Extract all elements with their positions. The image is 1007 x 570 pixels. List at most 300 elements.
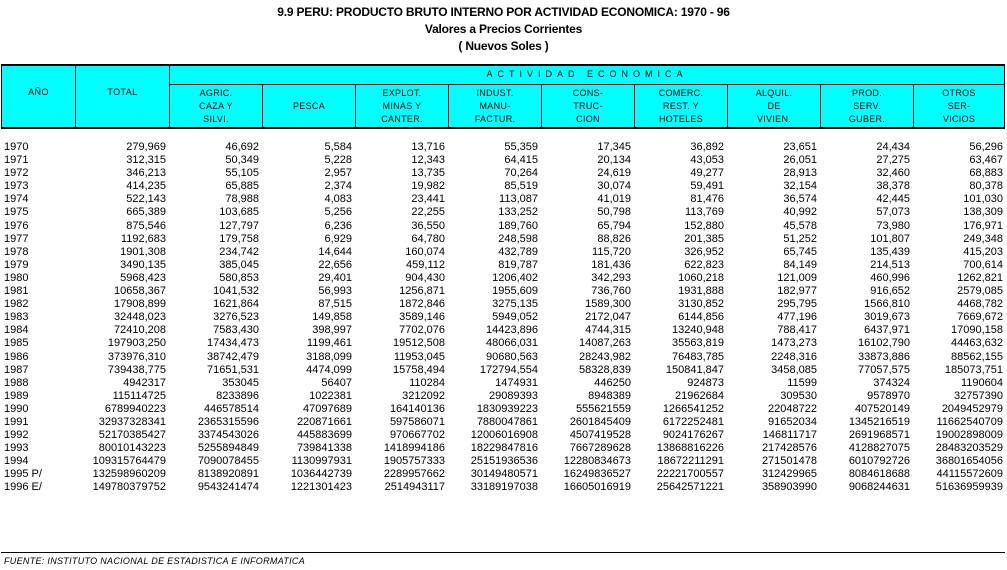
header-col-label: REST. Y	[663, 100, 699, 111]
value-cell: 64,415	[504, 154, 538, 167]
value-cell: 4744,315	[585, 324, 631, 337]
table-row	[0, 390, 1007, 403]
value-cell: 22221700557	[656, 468, 724, 481]
value-cell: 415,203	[963, 245, 1003, 258]
value-cell: 2049452979	[941, 402, 1003, 415]
value-cell: 101,807	[870, 232, 910, 245]
value-cell: 19,982	[411, 180, 445, 193]
value-cell: 1621,864	[213, 298, 259, 311]
year-cell: 1985	[4, 337, 29, 350]
value-cell: 326,952	[684, 245, 724, 258]
header-col-label: VIVIEN.	[756, 113, 792, 124]
value-cell: 146811717	[762, 429, 817, 442]
value-cell: 23,651	[783, 141, 817, 153]
header-band-actividad: ACTIVIDAD ECONOMICA	[170, 66, 1004, 85]
header-col-label: COMERC.	[658, 87, 704, 98]
table-row	[0, 285, 1007, 298]
value-cell: 90680,563	[486, 350, 538, 363]
value-cell: 36801654056	[935, 455, 1003, 468]
value-cell: 80,378	[969, 180, 1003, 193]
value-cell: 91652034	[768, 415, 817, 428]
value-cell: 72410,208	[114, 324, 166, 337]
value-cell: 88,826	[597, 232, 631, 245]
year-cell: 1971	[4, 154, 29, 167]
header-col-label: GUBER.	[848, 113, 886, 124]
header-col-label: PROD.	[851, 87, 882, 98]
value-cell: 24,619	[597, 167, 631, 180]
value-cell: 1060,218	[678, 271, 724, 284]
value-cell: 51,252	[783, 232, 817, 245]
value-cell: 2,957	[324, 167, 352, 180]
value-cell: 78,988	[225, 193, 259, 206]
table-row	[0, 351, 1007, 364]
header-col-label: FACTUR.	[474, 113, 516, 124]
value-cell: 150841,847	[665, 363, 724, 376]
value-cell: 736,760	[591, 285, 631, 298]
value-cell: 70,264	[504, 167, 538, 180]
value-cell: 3374543026	[197, 429, 259, 442]
value-cell: 43,053	[690, 154, 724, 167]
value-cell: 64,780	[411, 232, 445, 245]
value-cell: 5,256	[324, 206, 352, 219]
value-cell: 201,385	[684, 232, 724, 245]
value-cell: 1206,402	[492, 271, 538, 284]
header-col-0	[170, 84, 263, 127]
table-row	[0, 233, 1007, 246]
value-cell: 12006016908	[470, 429, 538, 442]
value-cell: 312,315	[126, 154, 166, 167]
value-cell: 1041,532	[213, 285, 259, 298]
value-cell: 57,073	[876, 206, 910, 219]
value-cell: 15758,494	[393, 363, 445, 376]
value-cell: 2248,316	[771, 350, 817, 363]
value-cell: 819,787	[498, 258, 538, 271]
value-cell: 164140136	[389, 402, 445, 415]
value-cell: 113,769	[685, 206, 724, 219]
value-cell: 3276,523	[213, 311, 259, 324]
header-col-7	[821, 84, 914, 127]
value-cell: 522,143	[126, 193, 166, 206]
value-cell: 30149480571	[470, 468, 538, 481]
value-cell: 132598960209	[92, 468, 166, 481]
value-cell: 6172252481	[662, 415, 724, 428]
value-cell: 445883699	[296, 429, 352, 442]
header-col-label: SILVI.	[203, 113, 229, 124]
value-cell: 1190604	[960, 376, 1003, 389]
value-cell: 970667702	[389, 429, 445, 442]
table-row	[0, 377, 1007, 390]
table-row	[0, 481, 1007, 494]
year-cell: 1970	[4, 141, 29, 153]
value-cell: 38742,479	[207, 350, 259, 363]
value-cell: 788,417	[777, 324, 817, 337]
value-cell: 149,858	[312, 311, 352, 324]
year-cell: 1983	[4, 311, 29, 324]
value-cell: 1872,846	[399, 298, 445, 311]
value-cell: 65,745	[783, 245, 817, 258]
value-cell: 19002898009	[935, 429, 1003, 442]
value-cell: 29089393	[489, 389, 538, 402]
value-cell: 87,515	[318, 298, 352, 311]
header-col-label: PESCA	[292, 100, 325, 111]
table-body	[0, 141, 1007, 495]
value-cell: 68,883	[969, 167, 1003, 180]
value-cell: 5968,423	[120, 271, 166, 284]
table-row	[0, 272, 1007, 285]
value-cell: 65,794	[597, 219, 631, 232]
value-cell: 24,434	[876, 141, 910, 153]
value-cell: 477,196	[777, 311, 817, 324]
value-cell: 6,236	[324, 219, 352, 232]
table-row	[0, 442, 1007, 455]
value-cell: 1955,609	[492, 285, 538, 298]
value-cell: 2172,047	[585, 311, 631, 324]
header-col-label: MANU-	[479, 100, 511, 111]
value-cell: 7702,076	[399, 324, 445, 337]
page-subtitle: Valores a Precios Corrientes	[424, 22, 583, 36]
table-row	[0, 193, 1007, 206]
value-cell: 27,275	[876, 154, 910, 167]
value-cell: 4128827075	[848, 442, 910, 455]
value-cell: 160,074	[405, 245, 445, 258]
value-cell: 58328,839	[579, 363, 631, 376]
value-cell: 665,389	[126, 206, 166, 219]
value-cell: 6,929	[324, 232, 352, 245]
year-cell: 1989	[4, 389, 29, 402]
header-col-label: CAZA Y	[199, 100, 233, 111]
value-cell: 346,213	[126, 167, 166, 180]
value-cell: 1192,683	[120, 232, 166, 245]
header-col-label: HOTELES	[658, 113, 704, 124]
value-cell: 115,720	[592, 245, 631, 258]
table-row	[0, 246, 1007, 259]
value-cell: 2691968571	[848, 429, 910, 442]
value-cell: 309530	[780, 389, 817, 402]
year-cell: 1976	[4, 219, 29, 232]
value-cell: 29,401	[318, 271, 352, 284]
value-cell: 3589,146	[399, 311, 445, 324]
value-cell: 49,277	[690, 167, 724, 180]
header-col-label: DE	[767, 100, 781, 111]
value-cell: 1418994186	[383, 442, 445, 455]
value-cell: 3130,852	[678, 298, 724, 311]
value-cell: 28243,982	[579, 350, 631, 363]
value-cell: 38,378	[876, 180, 910, 193]
value-cell: 23,441	[411, 193, 445, 206]
value-cell: 44115572609	[936, 468, 1003, 481]
header-col-1	[263, 84, 356, 127]
year-cell: 1979	[4, 258, 29, 271]
year-cell: 1994	[4, 455, 29, 468]
header-col-label: SERV.	[853, 100, 881, 111]
value-cell: 249,348	[963, 232, 1003, 245]
header-col-label: TRUC-	[573, 100, 603, 111]
value-cell: 3275,135	[492, 298, 538, 311]
value-cell: 50,349	[225, 154, 259, 167]
value-cell: 5,228	[324, 154, 352, 167]
value-cell: 7669,672	[957, 311, 1003, 324]
value-cell: 220871661	[296, 415, 352, 428]
value-cell: 13,735	[411, 167, 445, 180]
header-col-label: CION	[576, 113, 600, 124]
value-cell: 622,823	[684, 258, 724, 271]
value-cell: 13868816226	[656, 442, 724, 455]
value-cell: 109315764479	[92, 455, 166, 468]
value-cell: 580,853	[219, 271, 259, 284]
value-cell: 1266541252	[662, 402, 724, 415]
value-cell: 25151936536	[470, 455, 538, 468]
value-cell: 234,742	[219, 245, 259, 258]
source-note: FUENTE: INSTITUTO NACIONAL DE ESTADISTICA E INFORMATICA	[4, 556, 306, 566]
value-cell: 1474931	[495, 376, 538, 389]
value-cell: 6144,856	[678, 311, 724, 324]
year-cell: 1987	[4, 363, 29, 376]
value-cell: 73,980	[876, 219, 910, 232]
value-cell: 121,009	[777, 271, 817, 284]
value-cell: 374324	[873, 376, 910, 389]
value-cell: 1036442739	[290, 468, 352, 481]
value-cell: 385,045	[219, 258, 259, 271]
value-cell: 65,885	[225, 180, 259, 193]
value-cell: 1905757333	[383, 455, 445, 468]
value-cell: 32937328341	[98, 415, 166, 428]
value-cell: 52170385427	[98, 429, 166, 442]
value-cell: 30,074	[597, 180, 631, 193]
year-cell: 1995 P/	[4, 468, 42, 481]
value-cell: 56,296	[969, 141, 1003, 153]
table-row	[0, 167, 1007, 180]
value-cell: 71651,531	[207, 363, 259, 376]
value-cell: 9068244631	[848, 481, 910, 494]
table-row	[0, 180, 1007, 193]
value-cell: 115114725	[112, 389, 166, 402]
value-cell: 342,293	[591, 271, 631, 284]
value-cell: 47097689	[303, 402, 352, 415]
value-cell: 55,105	[225, 167, 259, 180]
value-cell: 25642571221	[656, 481, 724, 494]
year-cell: 1992	[4, 429, 29, 442]
unit-label: ( Nuevos Soles )	[458, 39, 549, 53]
header-col-label: VICIOS	[942, 113, 976, 124]
value-cell: 85,519	[504, 180, 538, 193]
value-cell: 22048722	[768, 402, 817, 415]
value-cell: 8233896	[216, 389, 259, 402]
value-cell: 295,795	[777, 298, 817, 311]
value-cell: 312429965	[761, 468, 817, 481]
value-cell: 739841338	[296, 442, 352, 455]
value-cell: 16249836527	[563, 468, 631, 481]
value-cell: 28483203529	[935, 442, 1003, 455]
value-cell: 11599	[787, 376, 817, 389]
value-cell: 88562,155	[951, 350, 1003, 363]
value-cell: 1262,821	[957, 271, 1003, 284]
value-cell: 41,019	[597, 193, 631, 206]
year-cell: 1981	[4, 285, 29, 298]
value-cell: 46,692	[225, 141, 259, 153]
value-cell: 875,546	[126, 219, 166, 232]
value-cell: 17908,899	[114, 298, 166, 311]
value-cell: 597586071	[389, 415, 445, 428]
value-cell: 8084618688	[848, 468, 910, 481]
value-cell: 127,797	[219, 219, 259, 232]
value-cell: 55,359	[504, 141, 538, 153]
value-cell: 18672211291	[657, 455, 724, 468]
header-col-label: CANTER.	[381, 113, 423, 124]
value-cell: 1022381	[309, 389, 352, 402]
value-cell: 110284	[409, 376, 445, 389]
header-col-6	[728, 84, 821, 127]
value-cell: 1130997931	[291, 455, 352, 468]
table-row	[0, 141, 1007, 154]
value-cell: 12280834673	[563, 455, 631, 468]
value-cell: 7667289628	[569, 442, 631, 455]
value-cell: 14,644	[318, 245, 352, 258]
value-cell: 7880047861	[476, 415, 538, 428]
year-cell: 1977	[4, 232, 29, 245]
value-cell: 3490,135	[120, 258, 166, 271]
value-cell: 179,758	[219, 232, 259, 245]
value-cell: 1199,461	[306, 337, 352, 350]
value-cell: 59,491	[690, 180, 724, 193]
value-cell: 1830939223	[476, 402, 538, 415]
header-col-label: INDUST.	[476, 87, 514, 98]
value-cell: 10658,367	[114, 285, 166, 298]
value-cell: 739438,775	[107, 363, 166, 376]
value-cell: 6789940223	[104, 402, 166, 415]
value-cell: 904,430	[405, 271, 445, 284]
value-cell: 56,993	[318, 285, 352, 298]
value-cell: 45,578	[783, 219, 817, 232]
header-col-label: MINAS Y	[382, 100, 422, 111]
value-cell: 4474,099	[306, 363, 352, 376]
header-col-label: CONS-	[572, 87, 604, 98]
year-cell: 1996 E/	[4, 481, 42, 494]
value-cell: 217428576	[761, 442, 817, 455]
value-cell: 459,112	[406, 258, 445, 271]
value-cell: 1221301423	[290, 481, 352, 494]
value-cell: 22,255	[411, 206, 445, 219]
value-cell: 6437,971	[864, 324, 910, 337]
value-cell: 13,716	[411, 141, 445, 153]
year-cell: 1982	[4, 298, 29, 311]
value-cell: 81,476	[690, 193, 724, 206]
value-cell: 1256,871	[399, 285, 445, 298]
value-cell: 407520149	[854, 402, 910, 415]
year-cell: 1990	[4, 402, 29, 415]
value-cell: 3212092	[402, 389, 445, 402]
value-cell: 446250	[594, 376, 631, 389]
value-cell: 5949,052	[492, 311, 538, 324]
value-cell: 5255894849	[197, 442, 259, 455]
value-cell: 2514943117	[384, 481, 445, 494]
value-cell: 172794,554	[479, 363, 538, 376]
value-cell: 33189197038	[470, 481, 538, 494]
value-cell: 17090,158	[951, 324, 1003, 337]
value-cell: 80010143223	[98, 442, 166, 455]
value-cell: 1473,273	[771, 337, 817, 350]
table-row	[0, 468, 1007, 481]
value-cell: 2365315596	[197, 415, 259, 428]
value-cell: 176,971	[963, 219, 1003, 232]
header-col-label: OTROS	[942, 87, 976, 98]
value-cell: 32757390	[954, 389, 1003, 402]
year-cell: 1972	[4, 167, 29, 180]
year-cell: 1988	[4, 376, 29, 389]
value-cell: 460,996	[870, 271, 910, 284]
year-cell: 1973	[4, 180, 29, 193]
value-cell: 1345216519	[848, 415, 910, 428]
table-row	[0, 220, 1007, 233]
table-row	[0, 337, 1007, 350]
table-header	[1, 64, 1005, 129]
value-cell: 3188,099	[306, 350, 352, 363]
header-col-5	[635, 84, 728, 127]
value-cell: 4,083	[324, 193, 352, 206]
value-cell: 135,439	[870, 245, 910, 258]
title-block	[0, 4, 1007, 55]
value-cell: 11953,045	[393, 350, 445, 363]
value-cell: 19512,508	[393, 337, 445, 350]
value-cell: 138,309	[963, 206, 1003, 219]
value-cell: 16605016919	[563, 481, 631, 494]
value-cell: 103,685	[219, 206, 259, 219]
table-row	[0, 324, 1007, 337]
value-cell: 77057,575	[858, 363, 910, 376]
value-cell: 17,345	[597, 141, 631, 153]
value-cell: 12,343	[411, 154, 445, 167]
header-col-label: AGRIC.	[199, 87, 233, 98]
value-cell: 9024176267	[662, 429, 724, 442]
value-cell: 6010792726	[848, 455, 910, 468]
value-cell: 101,030	[963, 193, 1003, 206]
bottom-rule	[1, 552, 1005, 553]
value-cell: 700,614	[963, 258, 1003, 271]
value-cell: 36,550	[411, 219, 445, 232]
value-cell: 1589,300	[585, 298, 631, 311]
value-cell: 11662540709	[936, 415, 1003, 428]
value-cell: 36,892	[690, 141, 724, 153]
value-cell: 2289957662	[383, 468, 445, 481]
year-cell: 1978	[4, 245, 29, 258]
value-cell: 44463,632	[951, 337, 1003, 350]
value-cell: 197903,250	[107, 337, 166, 350]
value-cell: 279,969	[126, 141, 166, 153]
year-cell: 1984	[4, 324, 29, 337]
value-cell: 28,913	[783, 167, 817, 180]
value-cell: 353045	[222, 376, 259, 389]
value-cell: 21962684	[675, 389, 724, 402]
value-cell: 916,652	[870, 285, 910, 298]
value-cell: 14087,263	[579, 337, 631, 350]
table-row	[0, 429, 1007, 442]
value-cell: 35563,819	[672, 337, 724, 350]
value-cell: 181,436	[591, 258, 631, 271]
value-cell: 271501478	[761, 455, 817, 468]
year-cell: 1974	[4, 193, 29, 206]
header-col-8	[914, 84, 1004, 127]
value-cell: 5,584	[324, 141, 352, 153]
value-cell: 40,992	[783, 206, 817, 219]
header-col-label: SER-	[947, 100, 971, 111]
value-cell: 18229847816	[470, 442, 538, 455]
value-cell: 8948389	[588, 389, 631, 402]
year-cell: 1991	[4, 415, 29, 428]
value-cell: 2579,085	[957, 285, 1003, 298]
value-cell: 1931,888	[678, 285, 724, 298]
header-col-label: ALQUIL.	[755, 87, 793, 98]
value-cell: 214,513	[870, 258, 910, 271]
header-col-4	[542, 84, 635, 127]
